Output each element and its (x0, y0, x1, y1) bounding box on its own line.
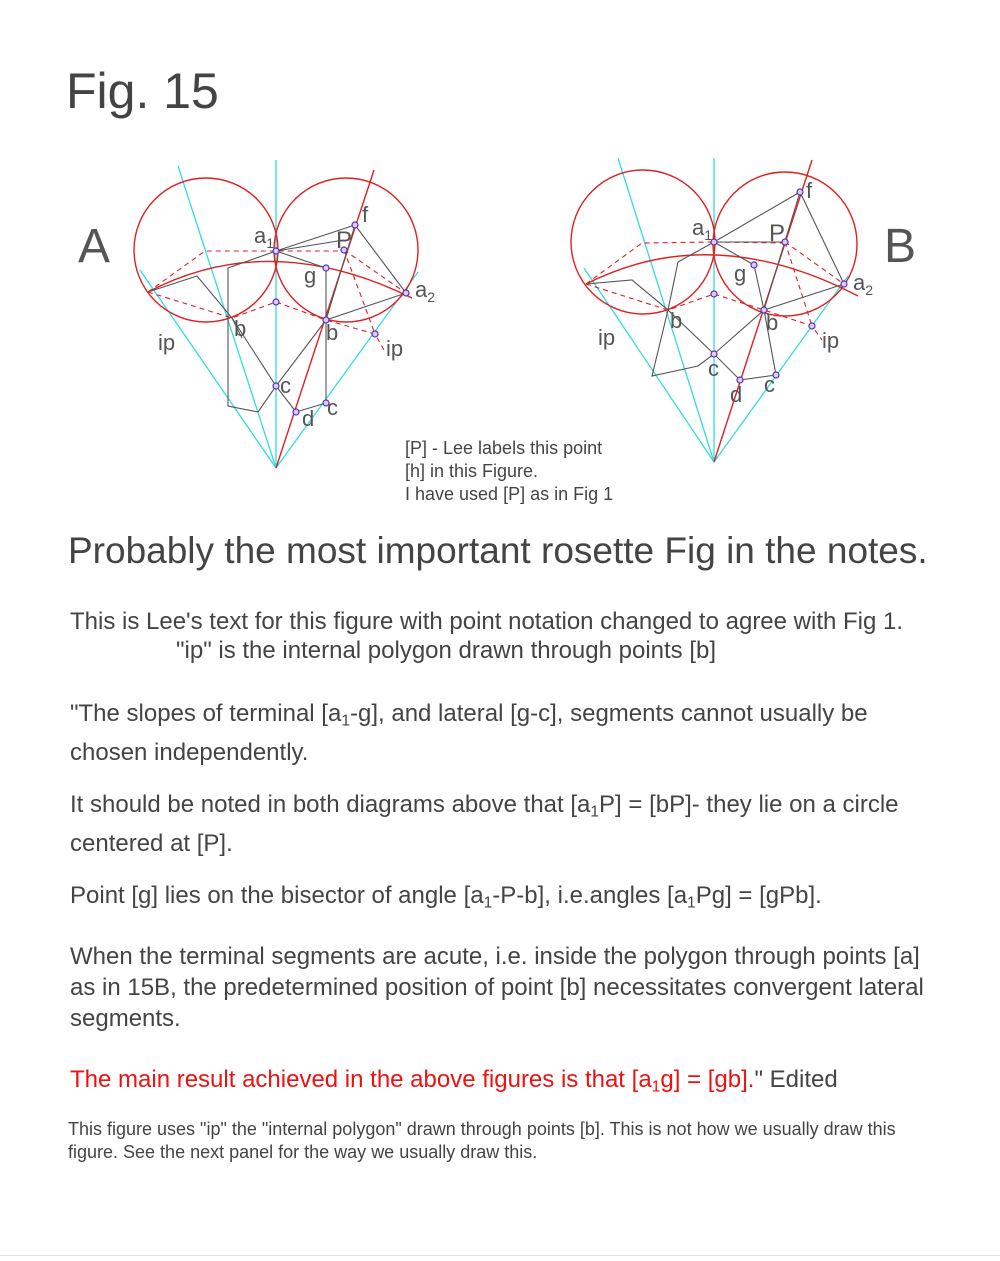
label-f: f (806, 178, 813, 203)
figure-a (78, 160, 435, 468)
paragraph-acute: When the terminal segments are acute, i.e. inside the polygon through points [a] as in 15B, the predetermined position of point [b] necessitates convergent lateral segments. (70, 943, 924, 1032)
intro-line-1: This is Lee's text for this figure with point notation changed to agree with Fig 1. (70, 608, 904, 635)
label-a2: $a_2$ (415, 277, 436, 305)
figure-title: Fig. 15 (66, 63, 219, 119)
label-g: g (304, 263, 317, 288)
label-c-right: c (764, 372, 775, 397)
label-d: d (302, 406, 315, 431)
label-f: f (362, 202, 369, 227)
label-a1: $a_1$ (254, 223, 275, 251)
label-ip-left: ip (598, 325, 616, 350)
headline: Probably the most important rosette Fig in the notes. (68, 530, 928, 571)
note-line: [h] in this Figure. (405, 461, 539, 481)
label-b-right: b (326, 320, 339, 345)
note-line: [P] - Lee labels this point (405, 438, 603, 458)
label-a2: $a_2$ (853, 270, 874, 298)
label-c-center: c (280, 373, 291, 398)
label-ip-right: ip (386, 336, 404, 361)
label-a1: $a_1$ (692, 215, 713, 243)
label-b-right: b (766, 310, 779, 335)
label-p: P (336, 227, 353, 254)
label-b-left: b (670, 308, 683, 333)
label-c-right: c (327, 395, 338, 420)
label-p: P (769, 220, 786, 247)
divider (0, 1255, 1000, 1256)
figure-note (405, 437, 613, 506)
intro-line-2: "ip" is the internal polygon drawn through points [b] (176, 637, 717, 664)
panel-letter-a: A (78, 220, 111, 273)
figure-b (571, 158, 916, 462)
label-c-center: c (708, 356, 719, 381)
panel-letter-b: B (884, 220, 917, 273)
paragraph-noted: It should be noted in both diagrams above that $[a_1P] = [bP]-$ they lie on a circle centered at [P]. (70, 791, 899, 857)
paragraph-main-result: The main result achieved in the above figures is that $[a_1g] = [gb]$." Edited (70, 1066, 838, 1096)
label-d: d (730, 382, 743, 407)
paragraph-slopes: "The slopes of terminal $[a_1-g]$, and lateral [g-c], segments cannot usually be chosen independently. (70, 700, 868, 766)
paragraph-bisector: Point [g] lies on the bisector of angle $[a_1-P-b]$, i.e.angles $[a_1Pg] = [gPb]$. (70, 882, 822, 912)
label-b-left: b (234, 316, 247, 341)
footnote: This figure uses "ip" the "internal polygon" drawn through points [b]. This is not how we usually draw this figure. See the next panel for the way we usually draw this. (68, 1119, 896, 1162)
label-ip-right: ip (822, 328, 840, 353)
label-ip-left: ip (158, 330, 176, 355)
label-g: g (734, 261, 747, 286)
note-line: I have used [P] as in Fig 1 (405, 484, 614, 504)
